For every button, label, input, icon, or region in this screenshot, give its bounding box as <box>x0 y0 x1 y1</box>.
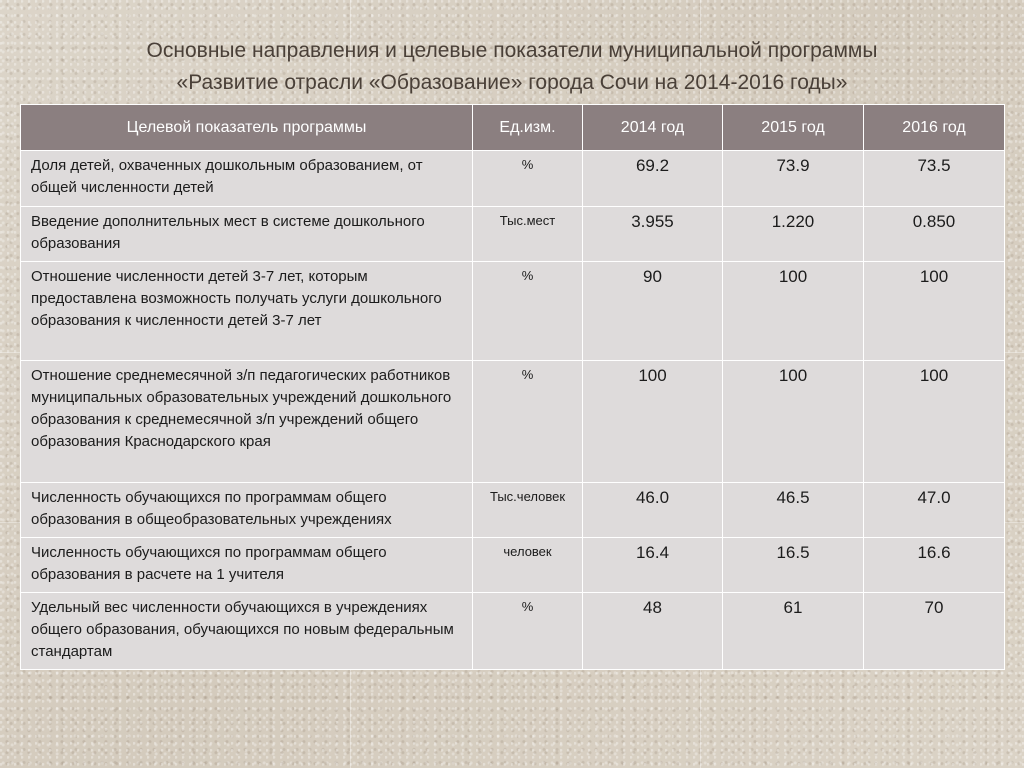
table-row <box>21 361 1005 483</box>
table-header-row <box>21 105 1005 151</box>
value-2015-cell: 46.5 <box>723 483 864 538</box>
value-2014-cell: 69.2 <box>583 151 723 207</box>
indicators-table <box>20 104 1005 670</box>
value-2016-cell: 0.850 <box>864 207 1005 262</box>
value-2015-cell: 16.5 <box>723 538 864 593</box>
table-row <box>21 538 1005 593</box>
value-2015-cell: 1.220 <box>723 207 864 262</box>
indicator-cell: Отношение численности детей 3-7 лет, которым предоставлена возможность получать услуги дошкольного образования к численности детей 3-7 лет <box>21 262 473 361</box>
value-2016-cell: 73.5 <box>864 151 1005 207</box>
unit-cell: Тыс.человек <box>473 483 583 538</box>
unit-cell: % <box>473 151 583 207</box>
unit-cell: % <box>473 361 583 483</box>
unit-cell: % <box>473 593 583 670</box>
table-row <box>21 151 1005 207</box>
value-2016-cell: 100 <box>864 262 1005 361</box>
value-2015-cell: 100 <box>723 361 864 483</box>
value-2014-cell: 100 <box>583 361 723 483</box>
slide-title <box>0 35 1024 99</box>
unit-cell: % <box>473 262 583 361</box>
indicator-cell: Удельный вес численности обучающихся в учреждениях общего образования, обучающихся по новым федеральным стандартам <box>21 593 473 670</box>
header-unit: Ед.изм. <box>473 105 583 151</box>
value-2014-cell: 90 <box>583 262 723 361</box>
value-2015-cell: 61 <box>723 593 864 670</box>
indicator-cell: Доля детей, охваченных дошкольным образованием, от общей численности детей <box>21 151 473 207</box>
indicator-cell: Введение дополнительных мест в системе дошкольного образования <box>21 207 473 262</box>
value-2016-cell: 70 <box>864 593 1005 670</box>
value-2015-cell: 73.9 <box>723 151 864 207</box>
table-row <box>21 483 1005 538</box>
slide-title-line-1: Основные направления и целевые показатели муниципальной программы <box>146 39 878 62</box>
value-2014-cell: 3.955 <box>583 207 723 262</box>
header-2016: 2016 год <box>864 105 1005 151</box>
header-2015: 2015 год <box>723 105 864 151</box>
slide-title-line-2: «Развитие отрасли «Образование» города Сочи на 2014-2016 годы» <box>176 71 848 94</box>
table-row <box>21 593 1005 670</box>
indicator-cell: Отношение среднемесячной з/п педагогических работников муниципальных образовательных учреждений дошкольного образования к среднемесячной з/п учреждений общего образования Краснодарского края <box>21 361 473 483</box>
table-row <box>21 262 1005 361</box>
header-2014: 2014 год <box>583 105 723 151</box>
indicator-cell: Численность обучающихся по программам общего образования в расчете на 1 учителя <box>21 538 473 593</box>
value-2016-cell: 47.0 <box>864 483 1005 538</box>
indicator-cell: Численность обучающихся по программам общего образования в общеобразовательных учреждениях <box>21 483 473 538</box>
header-indicator: Целевой показатель программы <box>21 105 473 151</box>
value-2016-cell: 16.6 <box>864 538 1005 593</box>
value-2014-cell: 16.4 <box>583 538 723 593</box>
value-2015-cell: 100 <box>723 262 864 361</box>
value-2014-cell: 48 <box>583 593 723 670</box>
unit-cell: Тыс.мест <box>473 207 583 262</box>
unit-cell: человек <box>473 538 583 593</box>
table-row <box>21 207 1005 262</box>
value-2016-cell: 100 <box>864 361 1005 483</box>
value-2014-cell: 46.0 <box>583 483 723 538</box>
